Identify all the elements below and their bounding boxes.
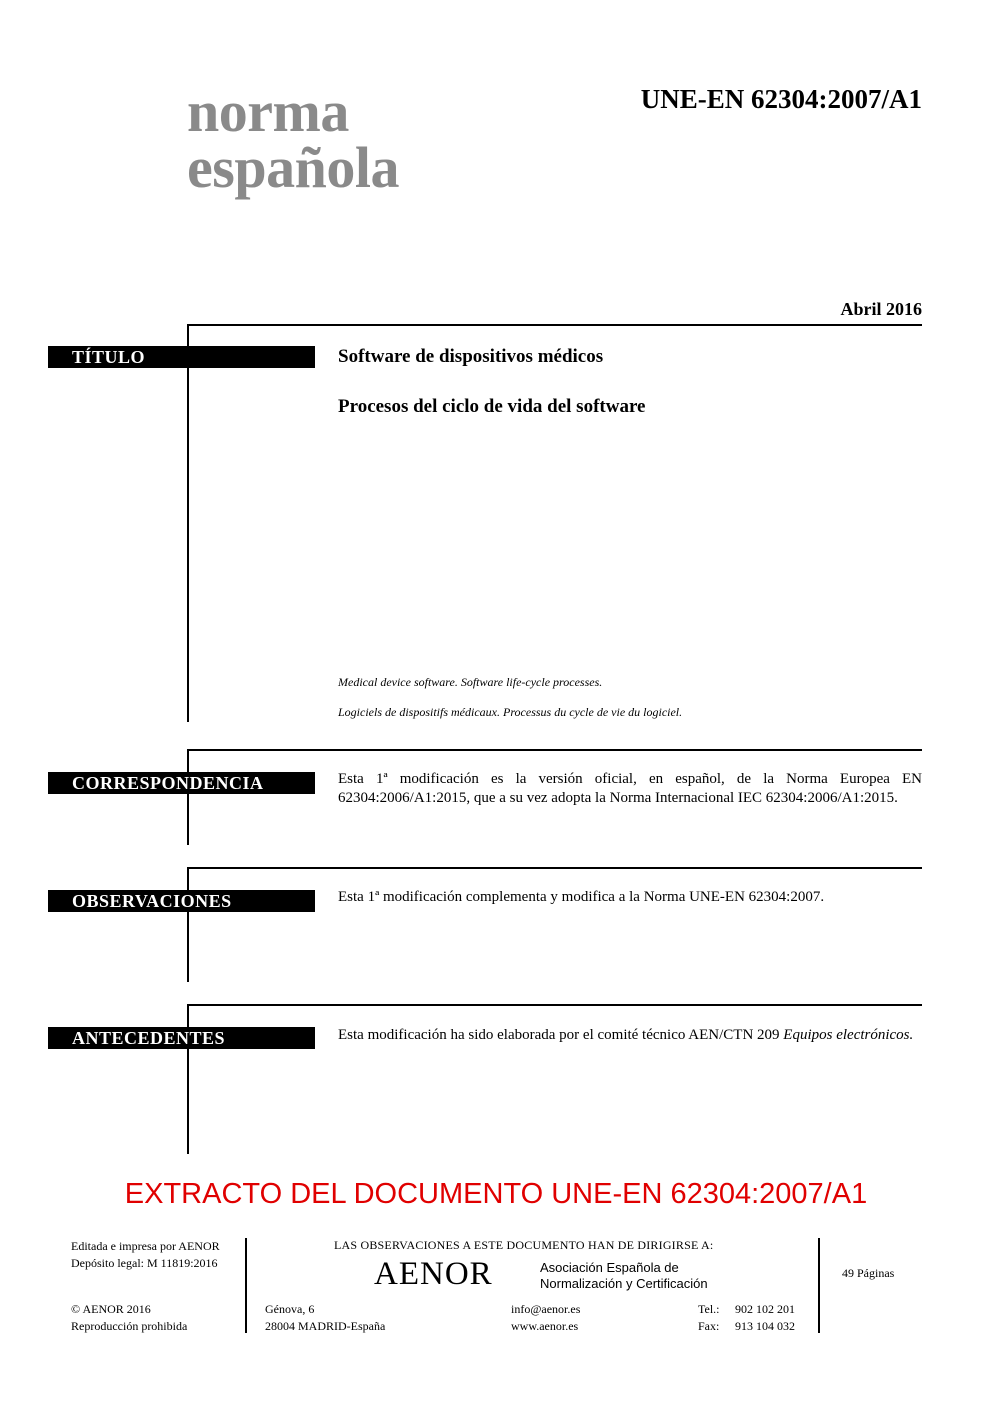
label-correspondencia: CORRESPONDENCIA [48,772,315,794]
label-antecedentes: ANTECEDENTES [48,1027,315,1049]
antecedentes-text-committee: Equipos electrónicos. [783,1027,914,1043]
footer-edited: Editada e impresa por AENOR [71,1239,220,1253]
footer-edition [71,1238,220,1272]
brand-line-1: norma [187,79,349,144]
footer-deposit: Depósito legal: M 11819:2016 [71,1256,218,1270]
footer-divider-right [818,1238,820,1333]
footer-tel: 902 102 201 [735,1302,795,1316]
footer-copyright: © AENOR 2016 [71,1302,151,1316]
footer-tel-label: Tel.: [698,1302,720,1316]
section-divider-titulo [187,324,922,326]
label-observaciones: OBSERVACIONES [48,890,315,912]
section-divider-correspondencia [187,749,922,751]
title-spanish-2: Procesos del ciclo de vida del software [338,396,646,417]
aenor-association [540,1260,708,1292]
extract-notice: EXTRACTO DEL DOCUMENTO UNE-EN 62304:2007/A1 [124,1178,868,1210]
publication-date: Abril 2016 [840,299,922,319]
footer-fax: 913 104 032 [735,1319,795,1333]
brand-title [187,79,399,200]
section-vline-observaciones [187,867,189,982]
footer-phone-values [735,1301,795,1335]
correspondencia-text: Esta 1ª modificación es la versión oficial, en español, de la Norma Europea EN 62304:2006/A1:2015, que a su vez adopta la Norma Internacional IEC 62304:2006/A1:2015. [338,771,922,806]
section-divider-observaciones [187,867,922,869]
footer-website[interactable]: www.aenor.es [511,1319,579,1333]
footer-contact-online [511,1301,580,1335]
antecedentes-text-main: Esta modificación ha sido elaborada por el comité técnico AEN/CTN 209 [338,1027,784,1043]
footer-address-street: Génova, 6 [265,1302,315,1316]
title-french: Logiciels de dispositifs médicaux. Processus du cycle de vie du logiciel. [338,705,683,719]
aenor-logo: AENOR [374,1256,493,1292]
standard-code: UNE-EN 62304:2007/A1 [640,84,922,114]
section-divider-antecedentes [187,1004,922,1006]
aenor-association-line-2: Normalización y Certificación [540,1276,708,1291]
title-spanish-1: Software de dispositivos médicos [338,346,604,367]
footer-reproduction: Reproducción prohibida [71,1319,188,1333]
footer-pages: 49 Páginas [842,1266,895,1280]
footer-address-city: 28004 MADRID-España [265,1319,386,1333]
aenor-association-line-1: Asociación Española de [540,1260,679,1275]
section-vline-correspondencia [187,749,189,845]
title-english: Medical device software. Software life-cycle processes. [338,675,603,689]
footer-phone-labels [698,1301,720,1335]
label-titulo: TÍTULO [48,346,315,368]
brand-line-2: española [187,135,399,200]
footer-fax-label: Fax: [698,1319,720,1333]
footer-observations: LAS OBSERVACIONES A ESTE DOCUMENTO HAN DE DIRIGIRSE A: [334,1238,714,1252]
section-vline-titulo [187,324,189,722]
footer-divider-left [245,1238,247,1333]
observaciones-text: Esta 1ª modificación complementa y modifica a la Norma UNE-EN 62304:2007. [338,889,825,905]
footer-address [265,1301,385,1335]
footer-email[interactable]: info@aenor.es [511,1302,581,1316]
antecedentes-text [338,1026,922,1045]
footer-copyright-block [71,1301,187,1335]
